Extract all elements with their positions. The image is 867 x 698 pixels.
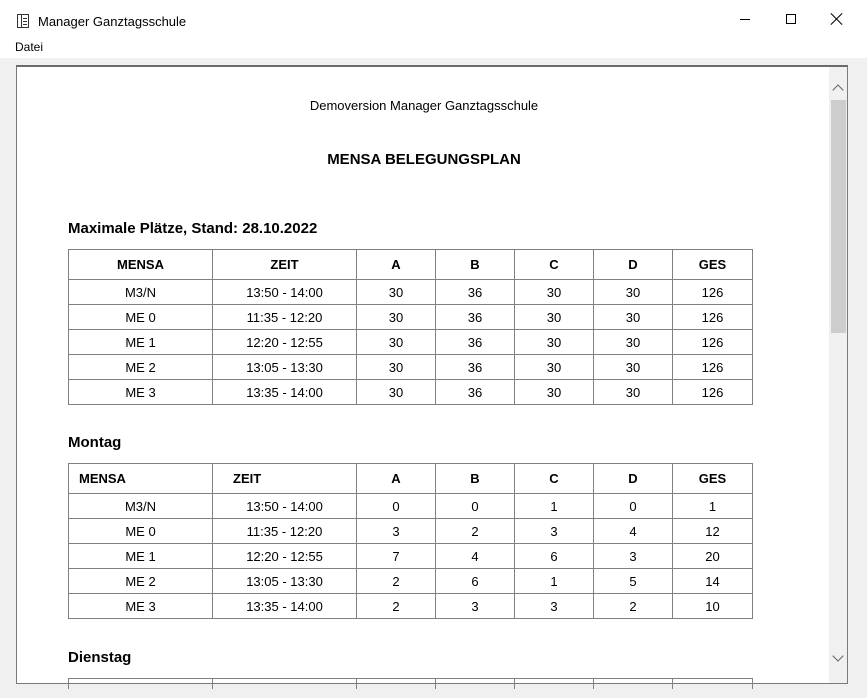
maximize-button[interactable] (768, 0, 814, 38)
table-cell: 30 (357, 280, 436, 305)
section-heading-dienstag: Dienstag (68, 649, 132, 666)
table-cell: M3/N (69, 280, 213, 305)
scroll-up-button[interactable] (829, 78, 847, 98)
table-cell: ME 0 (69, 519, 213, 544)
table-cell: 6 (515, 544, 594, 569)
table-cell: 13:05 - 13:30 (213, 355, 357, 380)
table-cell: 1 (673, 494, 753, 519)
table-cell: 13:50 - 14:00 (213, 494, 357, 519)
table-row (69, 594, 753, 619)
table-cell: 11:35 - 12:20 (213, 305, 357, 330)
table-cell: 3 (515, 594, 594, 619)
table-cell: 30 (515, 330, 594, 355)
title-bar (0, 0, 867, 38)
table-cell: 11:35 - 12:20 (213, 519, 357, 544)
column-header: C (515, 250, 594, 280)
table-cell: 36 (436, 305, 515, 330)
table-cell: 126 (673, 355, 753, 380)
table-cell: 3 (594, 544, 673, 569)
table-row (69, 544, 753, 569)
table-cell: 3 (357, 519, 436, 544)
table-cell: 5 (594, 569, 673, 594)
column-header: D (594, 250, 673, 280)
table-cell: 7 (357, 544, 436, 569)
table-cell: 13:35 - 14:00 (213, 380, 357, 405)
column-header: MENSA (69, 250, 213, 280)
maximize-icon (786, 14, 796, 24)
window-title: Manager Ganztagsschule (38, 14, 187, 29)
table-cell: 13:35 - 14:00 (213, 594, 357, 619)
column-header: B (436, 250, 515, 280)
column-header: ZEIT (213, 250, 357, 280)
document-subtitle: Demoversion Manager Ganztagsschule (309, 98, 539, 113)
table-cell: 3 (515, 519, 594, 544)
minimize-button[interactable] (722, 0, 768, 38)
table-cell: 2 (594, 594, 673, 619)
table-row (69, 305, 753, 330)
table-cell: ME 2 (69, 569, 213, 594)
table-cell: 13:05 - 13:30 (213, 569, 357, 594)
table-row (69, 569, 753, 594)
table-cell: 12:20 - 12:55 (213, 544, 357, 569)
table-cell: 30 (515, 280, 594, 305)
table-row (69, 380, 753, 405)
close-icon (831, 13, 843, 25)
table-cell: 30 (357, 330, 436, 355)
table-cell: ME 3 (69, 594, 213, 619)
table-cell: 0 (436, 494, 515, 519)
table-cell: ME 0 (69, 305, 213, 330)
table-cell: 2 (357, 569, 436, 594)
table-cell: 36 (436, 280, 515, 305)
table-montag (68, 463, 753, 619)
table-cell: 30 (594, 355, 673, 380)
table-cell: 0 (594, 494, 673, 519)
chevron-up-icon (832, 84, 843, 95)
table-cell: ME 3 (69, 380, 213, 405)
book-icon (17, 14, 29, 28)
table-cell: 30 (515, 305, 594, 330)
menu-bar (0, 38, 867, 58)
table-cell: 30 (515, 380, 594, 405)
table-cell: ME 1 (69, 330, 213, 355)
table-cell: 14 (673, 569, 753, 594)
table-cell: ME 2 (69, 355, 213, 380)
table-header-row (69, 464, 753, 494)
table-cell: 13:50 - 14:00 (213, 280, 357, 305)
table-cell: 30 (594, 305, 673, 330)
close-button[interactable] (814, 0, 860, 38)
table-cell: 126 (673, 380, 753, 405)
minimize-icon (740, 19, 750, 20)
table-row (69, 494, 753, 519)
table-row (69, 280, 753, 305)
table-cell: 0 (357, 494, 436, 519)
column-header: B (436, 464, 515, 494)
section-heading-montag: Montag (68, 434, 122, 451)
table-cell: 12 (673, 519, 753, 544)
column-header: D (594, 464, 673, 494)
table-row (69, 355, 753, 380)
column-header: GES (673, 464, 753, 494)
column-header: MENSA (69, 464, 213, 494)
chevron-down-icon (832, 650, 843, 661)
table-cell: 2 (357, 594, 436, 619)
table-cell: 126 (673, 280, 753, 305)
table-cell: 36 (436, 330, 515, 355)
table-cell: 10 (673, 594, 753, 619)
table-header-row (69, 250, 753, 280)
table-cell: 30 (357, 380, 436, 405)
table-row (69, 330, 753, 355)
section-heading-max: Maximale Plätze, Stand: 28.10.2022 (68, 220, 318, 237)
table-cell: 6 (436, 569, 515, 594)
table-cell: 126 (673, 330, 753, 355)
table-cell: 30 (594, 280, 673, 305)
table-cell: 126 (673, 305, 753, 330)
table-cell: 30 (594, 330, 673, 355)
table-cell: 30 (515, 355, 594, 380)
column-header: A (357, 250, 436, 280)
table-cell: 36 (436, 380, 515, 405)
table-row (69, 519, 753, 544)
table-cell: 4 (594, 519, 673, 544)
table-cell: 20 (673, 544, 753, 569)
table-cell: 1 (515, 569, 594, 594)
table-cell: 4 (436, 544, 515, 569)
column-header: ZEIT (213, 464, 357, 494)
table-cell: 12:20 - 12:55 (213, 330, 357, 355)
table-dienstag-top-edge (68, 678, 753, 688)
table-cell: 1 (515, 494, 594, 519)
column-header: A (357, 464, 436, 494)
table-cell: 2 (436, 519, 515, 544)
column-header: GES (673, 250, 753, 280)
column-header: C (515, 464, 594, 494)
table-cell: 3 (436, 594, 515, 619)
scroll-down-button[interactable] (829, 648, 847, 668)
table-cell: M3/N (69, 494, 213, 519)
table-max-capacity (68, 249, 753, 405)
table-cell: 30 (357, 305, 436, 330)
table-cell: ME 1 (69, 544, 213, 569)
menu-item-datei[interactable]: Datei (15, 40, 44, 54)
document-title: MENSA BELEGUNGSPLAN (327, 151, 521, 168)
table-cell: 30 (357, 355, 436, 380)
table-cell: 36 (436, 355, 515, 380)
scroll-thumb[interactable] (831, 100, 846, 333)
table-cell: 30 (594, 380, 673, 405)
